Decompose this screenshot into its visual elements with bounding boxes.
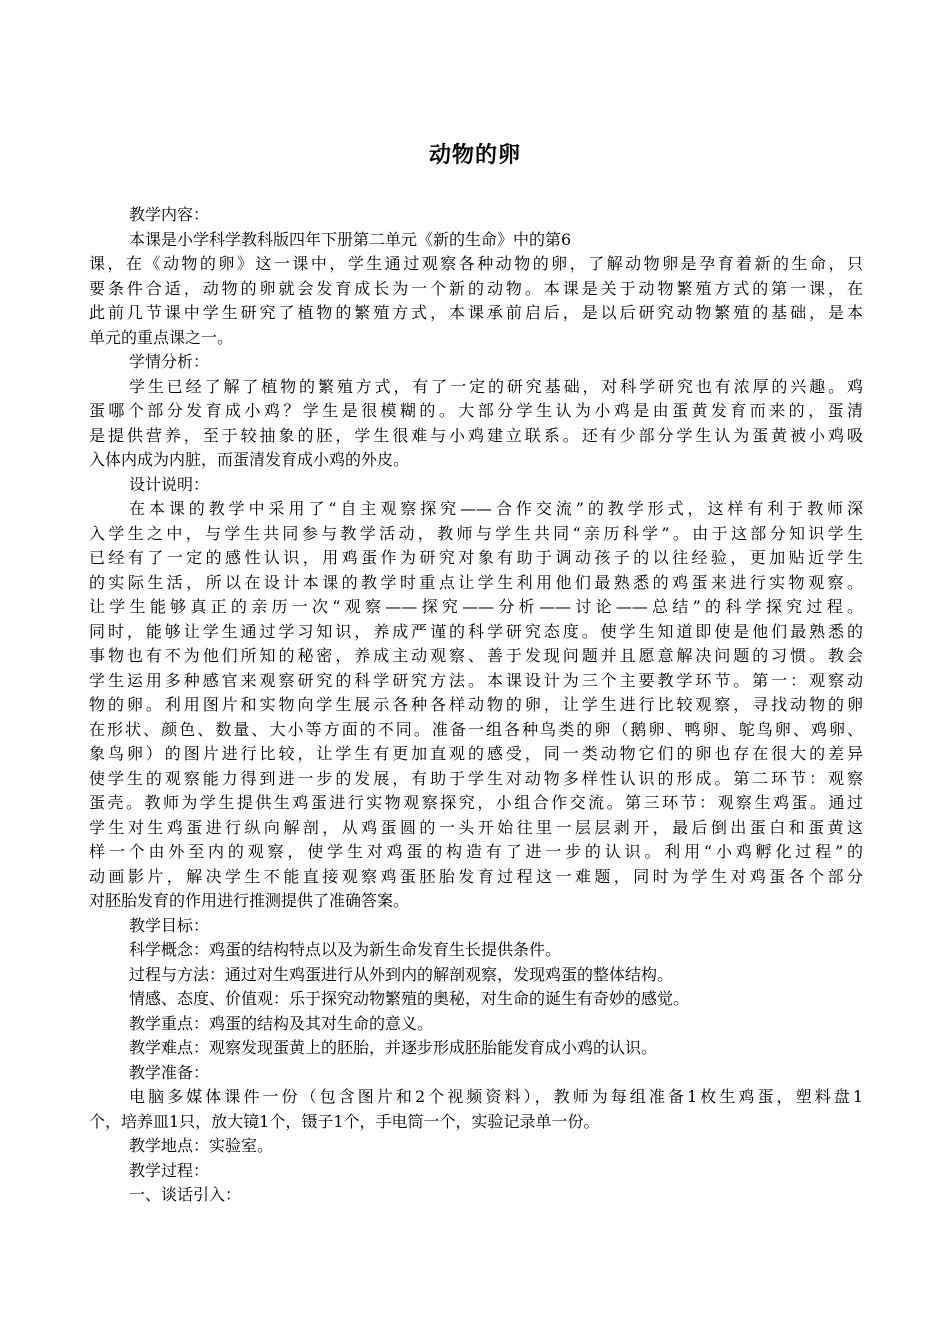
document-body bbox=[89, 203, 863, 1208]
paragraph-line: 蛋哪个部分发育成小鸡？学生是很模糊的。大部分学生认为小鸡是由蛋黄发育而来的，蛋清 bbox=[89, 401, 863, 420]
teaching-location: 教学地点：实验室。 bbox=[129, 1136, 274, 1155]
paragraph-line: 要条件合适，动物的卵就会发育成长为一个新的动物。本课是关于动物繁殖方式的第一课，在 bbox=[89, 278, 863, 298]
paragraph-line: 入体内成为内脏，而蛋清发育成小鸡的外皮。 bbox=[89, 450, 410, 469]
heading-design-notes: 设计说明： bbox=[129, 474, 210, 494]
paragraph-line: 学生已经了解了植物的繁殖方式，有了一定的研究基础，对科学研究也有浓厚的兴趣。鸡 bbox=[129, 376, 863, 396]
paragraph-line: 本课是小学科学教科版四年下册第二单元《新的生命》中的第6 bbox=[129, 229, 572, 249]
heading-teaching-preparation: 教学准备： bbox=[129, 1062, 210, 1082]
paragraph-line: 蛋壳。教师为学生提供生鸡蛋进行实物观察探究，小组合作交流。第三环节：观察生鸡蛋。通过 bbox=[89, 793, 863, 812]
paragraph-line: 入学生之中，与学生共同参与教学活动，教师与学生共同“亲历科学”。由于这部分知识学生 bbox=[89, 523, 863, 543]
teaching-focus: 教学重点：鸡蛋的结构及其对生命的意义。 bbox=[129, 1013, 434, 1033]
paragraph-line: 是提供营养，至于较抽象的胚，学生很难与小鸡建立联系。还有少部分学生认为蛋黄被小鸡吸 bbox=[89, 425, 863, 445]
paragraph-line: 物的卵。利用图片和实物向学生展示各种各样动物的卵，让学生进行比较观察，寻找动物的卵 bbox=[89, 695, 863, 714]
paragraph-line: 象鸟卵）的图片进行比较，让学生有更加直观的感受，同一类动物它们的卵也存在很大的差异 bbox=[89, 744, 863, 763]
paragraph-line: 此前几节课中学生研究了植物的繁殖方式，本课承前启后，是以后研究动物繁殖的基础，是本 bbox=[89, 303, 863, 322]
paragraph-line: 样一个由外至内的观察，使学生对鸡蛋的构造有了进一步的认识。利用“小鸡孵化过程”的 bbox=[89, 842, 863, 861]
paragraph-line: 使学生的观察能力得到进一步的发展，有助于学生对动物多样性认识的形成。第二环节：观察 bbox=[89, 768, 863, 788]
paragraph-line: 个，培养皿1只，放大镜1个，镊子1个，手电筒一个，实验记录单一份。 bbox=[89, 1111, 600, 1131]
paragraph-line: 学生运用多种感官来观察研究的科学研究方法。本课设计为三个主要教学环节。第一：观察动 bbox=[89, 670, 863, 690]
heading-teaching-content: 教学内容： bbox=[129, 205, 210, 224]
paragraph-line: 学生对生鸡蛋进行纵向解剖，从鸡蛋圆的一头开始往里一层层剥开，最后倒出蛋白和蛋黄这 bbox=[89, 817, 863, 837]
paragraph-line: 在本课的教学中采用了“自主观察探究——合作交流”的教学形式，这样有利于教师深 bbox=[129, 499, 863, 518]
document-title: 动物的卵 bbox=[428, 143, 521, 168]
paragraph-line: 已经有了一定的感性认识，用鸡蛋作为研究对象有助于调动孩子的以往经验，更加贴近学生 bbox=[89, 548, 863, 567]
paragraph-line: 电脑多媒体课件一份（包含图片和2个视频资料），教师为每组准备1枚生鸡蛋，塑料盘1 bbox=[129, 1087, 863, 1106]
paragraph-line: 课，在《动物的卵》这一课中，学生通过观察各种动物的卵，了解动物卵是孕育着新的生命，只 bbox=[89, 254, 863, 273]
paragraph-line: 同时，能够让学生通过学习知识，养成严谨的科学研究态度。使学生知道即使是他们最熟悉的 bbox=[89, 621, 863, 641]
heading-teaching-goals: 教学目标： bbox=[129, 915, 210, 935]
goal-process-method: 过程与方法：通过对生鸡蛋进行从外到内的解剖观察，发现鸡蛋的整体结构。 bbox=[129, 964, 674, 984]
paragraph-line: 事物也有不为他们所知的秘密，养成主动观察、善于发现问题并且愿意解决问题的习惯。教会 bbox=[89, 646, 863, 665]
heading-student-analysis: 学情分析： bbox=[129, 352, 210, 371]
paragraph-line: 动画影片，解决学生不能直接观察鸡蛋胚胎发育过程这一难题，同时为学生对鸡蛋各个部分 bbox=[89, 866, 863, 886]
goal-science-concept: 科学概念：鸡蛋的结构特点以及为新生命发育生长提供条件。 bbox=[129, 940, 562, 959]
goal-attitude-values: 情感、态度、价值观：乐于探究动物繁殖的奥秘，对生命的诞生有奇妙的感觉。 bbox=[129, 989, 690, 1008]
paragraph-line: 单元的重点课之一。 bbox=[89, 327, 234, 347]
paragraph-line: 在形状、颜色、数量、大小等方面的不同。准备一组各种鸟类的卵（鹅卵、鸭卵、鸵鸟卵、鸡卵、 bbox=[89, 719, 863, 739]
section-introduction: 一、谈话引入： bbox=[129, 1185, 242, 1204]
paragraph-line: 让学生能够真正的亲历一次“观察——探究——分析——讨论——总结”的科学探究过程。 bbox=[89, 597, 863, 616]
teaching-difficulty: 教学难点：观察发现蛋黄上的胚胎，并逐步形成胚胎能发育成小鸡的认识。 bbox=[129, 1038, 658, 1057]
paragraph-line: 的实际生活，所以在设计本课的教学时重点让学生利用他们最熟悉的鸡蛋来进行实物观察。 bbox=[89, 572, 863, 592]
paragraph-line: 对胚胎发育的作用进行推测提供了准确答案。 bbox=[89, 891, 410, 910]
heading-teaching-process: 教学过程： bbox=[129, 1160, 210, 1180]
